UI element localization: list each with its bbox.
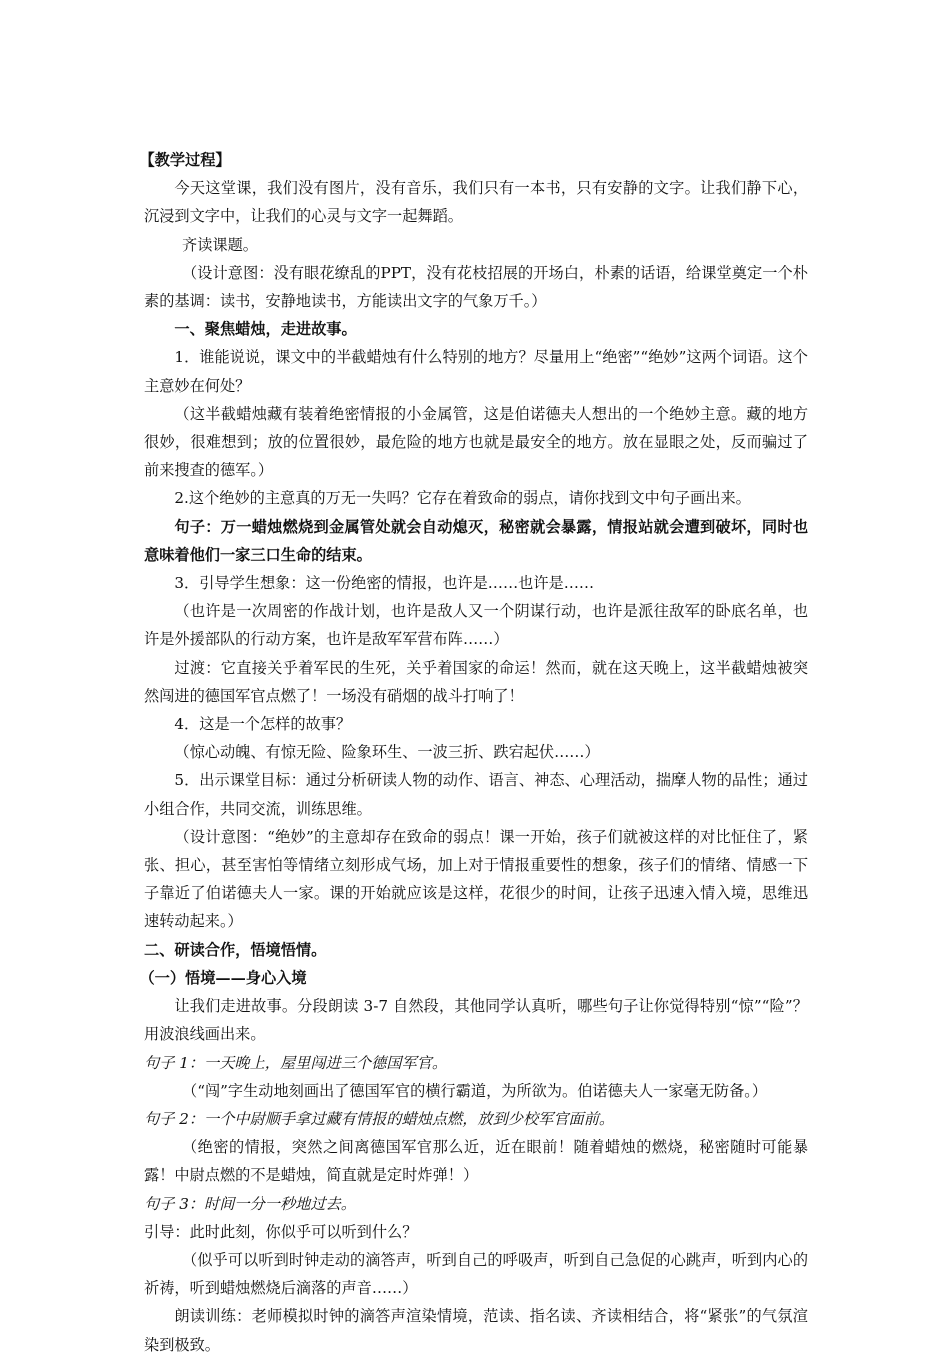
answer: （也许是一次周密的作战计划，也许是敌人又一个阴谋行动，也许是派往敌军的卧底名单，也许是外援部队的行动方案，也许是敌军军营布阵……） xyxy=(144,602,808,649)
section-title: 二、研读合作，悟境悟情。 xyxy=(144,940,327,959)
question: 4．这是一个怎样的故事？ xyxy=(174,715,352,734)
example-sentence: 句子 1：一天晚上，屋里闯进三个德国军官。 xyxy=(144,1053,448,1072)
key-sentence: 句子：万一蜡烛燃烧到金属管处就会自动熄灭，秘密就会暴露，情报站就会遭到破坏，同时也意味着他们一家三口生命的结束。 xyxy=(144,517,808,564)
question: 3．引导学生想象：这一份绝密的情报，也许是……也许是…… xyxy=(174,574,595,593)
question: 2.这个绝妙的主意真的万无一失吗？它存在着致命的弱点，请你找到文中句子画出来。 xyxy=(174,489,751,508)
example-sentence: 句子 3：时间一分一秒地过去。 xyxy=(144,1194,356,1213)
design-note: （设计意图：“绝妙”的主意却存在致命的弱点！课一开始，孩子们就被这样的对比怔住了，紧张、担心，甚至害怕等情绪立刻形成气场，加上对于情报重要性的想象，孩子们的情绪、情感一下子靠近了伯诺德夫人一家。课的开始就应该是这样，花很少的时间，让孩子迅速入情入境，思维迅速转动起来。） xyxy=(144,827,808,931)
design-note: （设计意图：没有眼花缭乱的PPT，没有花枝招展的开场白，朴素的话语，给课堂奠定一个朴素的基调：读书，安静地读书，方能读出文字的气象万千。） xyxy=(144,263,808,311)
guide-question: 引导：此时此刻，你似乎可以听到什么？ xyxy=(144,1222,418,1241)
transition: 过渡：它直接关乎着军民的生死，关乎着国家的命运！然而，就在这天晚上，这半截蜡烛被突然闯进的德国军官点燃了！一场没有硝烟的战斗打响了！ xyxy=(144,658,808,705)
analysis: （似乎可以听到时钟走动的滴答声，听到自己的呼吸声，听到自己急促的心跳声，听到内心的祈祷，听到蜡烛燃烧后滴落的声音……） xyxy=(144,1250,808,1298)
question: 1．谁能说说，课文中的半截蜡烛有什么特别的地方？尽量用上“绝密”“绝妙”这两个词语。这个主意妙在何处？ xyxy=(144,348,808,395)
section-heading: 【教学过程】 xyxy=(139,151,231,169)
subsection-title: （一）悟境——身心入境 xyxy=(139,968,307,987)
section-title: 一、聚焦蜡烛，走进故事。 xyxy=(174,320,357,339)
analysis: （“闯”字生动地刻画出了德国军官的横行霸道，为所欲为。伯诺德夫人一家毫无防备。） xyxy=(182,1081,768,1100)
reading-training: 朗读训练：老师模拟时钟的滴答声渲染情境，范读、指名读、齐读相结合，将“紧张”的气氛渲染到极致。 xyxy=(144,1307,808,1354)
paragraph: 今天这堂课，我们没有图片，没有音乐，我们只有一本书，只有安静的文字。让我们静下心，沉浸到文字中，让我们的心灵与文字一起舞蹈。 xyxy=(144,179,808,226)
answer: （这半截蜡烛藏有装着绝密情报的小金属管，这是伯诺德夫人想出的一个绝妙主意。藏的地方很妙，很难想到；放的位置很妙，最危险的地方也就是最安全的地方。放在显眼之处，反而骗过了前来搜查的德军。） xyxy=(144,404,808,480)
example-sentence: 句子 2：一个中尉顺手拿过藏有情报的蜡烛点燃，放到少校军官面前。 xyxy=(144,1109,615,1128)
analysis: （绝密的情报，突然之间离德国军官那么近，近在眼前！随着蜡烛的燃烧，秘密随时可能暴露！中尉点燃的不是蜡烛，简直就是定时炸弹！） xyxy=(144,1138,808,1185)
paragraph: 让我们走进故事。分段朗读 3-7 自然段，其他同学认真听，哪些句子让你觉得特别“惊”“险”？用波浪线画出来。 xyxy=(144,997,808,1044)
answer: （惊心动魄、有惊无险、险象环生、一波三折、跌宕起伏……） xyxy=(174,743,600,762)
question: 5．出示课堂目标：通过分析研读人物的动作、语言、神态、心理活动，揣摩人物的品性；通过小组合作，共同交流，训练思维。 xyxy=(144,771,808,818)
document-body xyxy=(139,146,808,1359)
paragraph: 齐读课题。 xyxy=(182,235,258,254)
